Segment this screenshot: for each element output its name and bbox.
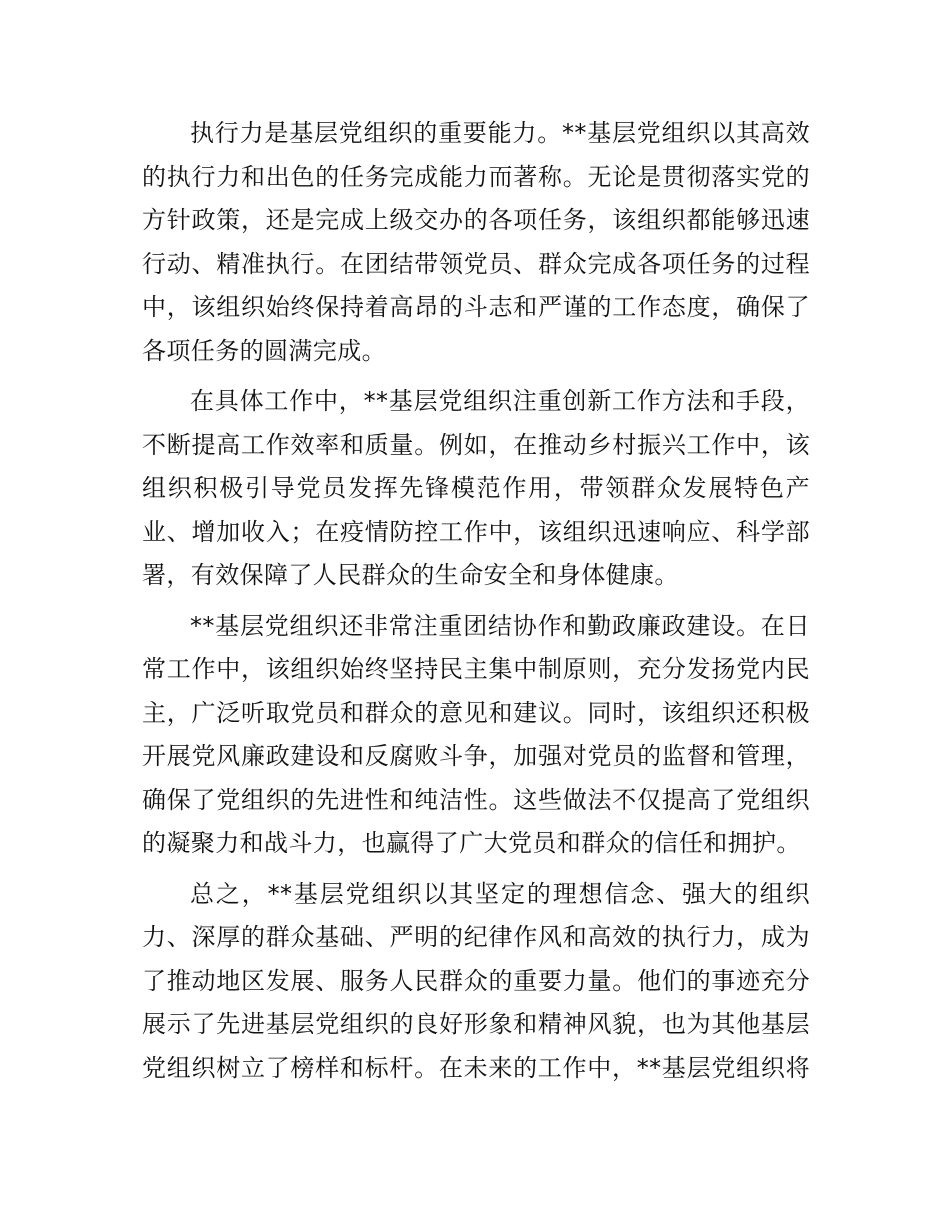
document-body — [142, 112, 810, 1097]
paragraph-innovation — [142, 380, 810, 598]
text-line: 不断提高工作效率和质量。例如，在推动乡村振兴工作中，该 — [142, 430, 810, 459]
text-line: 开展党风廉政建设和反腐败斗争，加强对党员的监督和管理， — [142, 742, 810, 770]
text-line: 的凝聚力和战斗力，也赢得了广大党员和群众的信任和拥护。 — [142, 829, 801, 857]
text-line: 各项任务的圆满完成。 — [142, 336, 386, 365]
text-line: 方针政策，还是完成上级交办的各项任务，该组织都能够迅速 — [142, 206, 810, 234]
paragraph-integrity — [142, 605, 810, 866]
text-line: 组织积极引导党员发挥先锋模范作用，带领群众发展特色产 — [142, 474, 810, 502]
paragraph-summary — [142, 873, 810, 1091]
text-line: 总之，**基层党组织以其坚定的理想信念、强大的组织 — [190, 879, 810, 908]
text-line: 主，广泛听取党员和群众的意见和建议。同时，该组织还积极 — [142, 698, 810, 727]
text-line: 展示了先进基层党组织的良好形象和精神风貌，也为其他基层 — [142, 1010, 810, 1038]
text-line: 了推动地区发展、服务人民群众的重要力量。他们的事迹充分 — [142, 966, 810, 995]
text-line: **基层党组织还非常注重团结协作和勤政廉政建设。在日 — [190, 611, 810, 640]
text-line: 力、深厚的群众基础、严明的纪律作风和高效的执行力，成为 — [142, 923, 810, 951]
text-line: 的执行力和出色的任务完成能力而著称。无论是贯彻落实党的 — [142, 162, 810, 191]
text-line: 业、增加收入；在疫情防控工作中，该组织迅速响应、科学部 — [142, 517, 810, 546]
text-line: 常工作中，该组织始终坚持民主集中制原则，充分发扬党内民 — [142, 655, 810, 683]
paragraph-execution — [142, 112, 810, 373]
text-line: 确保了党组织的先进性和纯洁性。这些做法不仅提高了党组织 — [142, 785, 810, 814]
text-line: 行动、精准执行。在团结带领党员、群众完成各项任务的过程 — [142, 249, 810, 278]
text-line: 中，该组织始终保持着高昂的斗志和严谨的工作态度，确保了 — [142, 293, 810, 321]
text-line: 在具体工作中，**基层党组织注重创新工作方法和手段， — [190, 387, 810, 415]
text-line: 执行力是基层党组织的重要能力。**基层党组织以其高效 — [190, 119, 810, 147]
text-line: 署，有效保障了人民群众的生命安全和身体健康。 — [142, 561, 679, 589]
text-line: 党组织树立了榜样和标杆。在未来的工作中，**基层党组织将 — [142, 1053, 810, 1082]
